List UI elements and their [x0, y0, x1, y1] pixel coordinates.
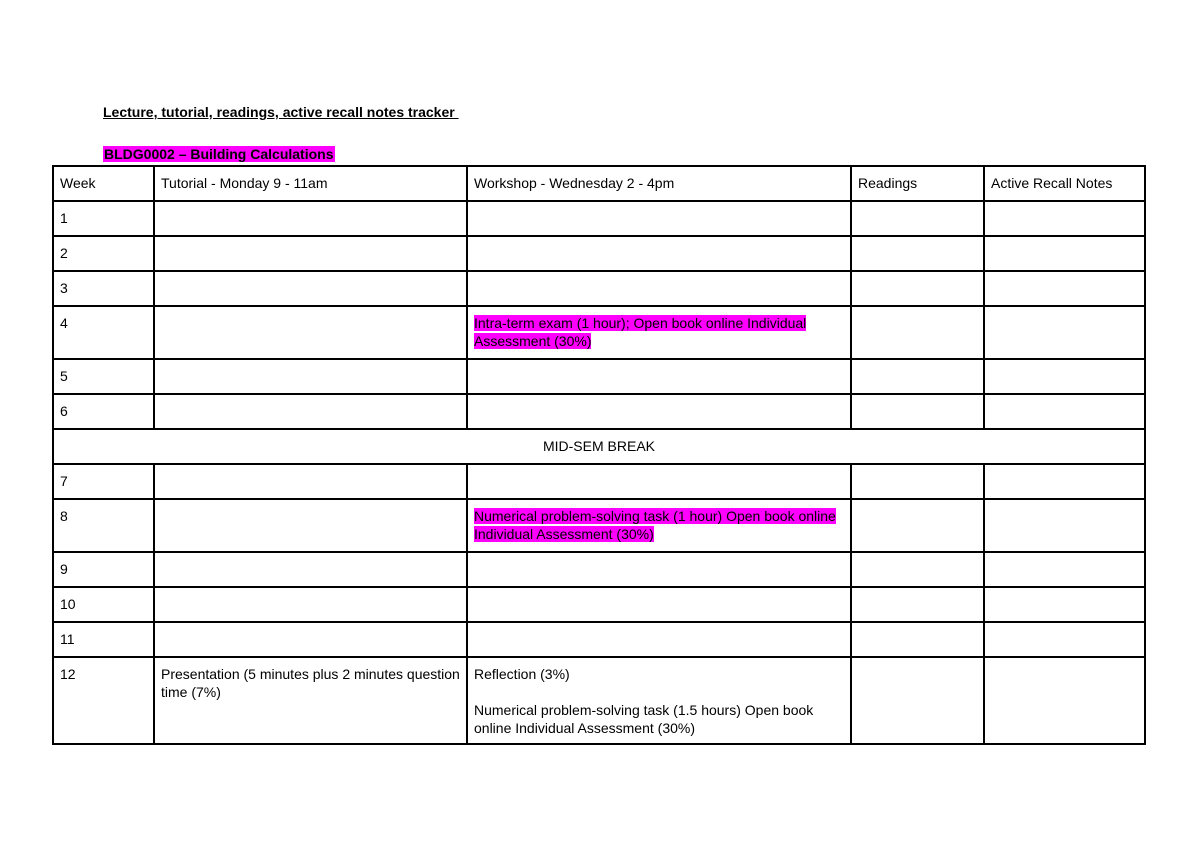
notes-cell [984, 622, 1145, 657]
notes-cell [984, 394, 1145, 429]
notes-cell [984, 464, 1145, 499]
header-active-recall-notes: Active Recall Notes [984, 166, 1145, 201]
week-number: 9 [53, 552, 154, 587]
workshop-cell [467, 306, 851, 359]
readings-cell [851, 552, 984, 587]
assessment-highlight: Intra-term exam (1 hour); Open book online Individual Assessment (30%) [474, 315, 807, 349]
assessment-highlight: Numerical problem-solving task (1 hour) Open book online Individual Assessment (30%) [474, 508, 836, 542]
workshop-cell [467, 464, 851, 499]
notes-cell [984, 657, 1145, 744]
tutorial-cell [154, 306, 467, 359]
table-row [53, 587, 1145, 622]
workshop-cell [467, 201, 851, 236]
table-row [53, 306, 1145, 359]
week-number: 10 [53, 587, 154, 622]
readings-cell [851, 657, 984, 744]
header-week: Week [53, 166, 154, 201]
tutorial-cell [154, 236, 467, 271]
table-row [53, 201, 1145, 236]
notes-cell [984, 499, 1145, 552]
week-number: 11 [53, 622, 154, 657]
tracker-table [52, 165, 1146, 745]
week-number: 1 [53, 201, 154, 236]
tutorial-cell: Presentation (5 minutes plus 2 minutes question time (7%) [154, 657, 467, 744]
workshop-cell [467, 359, 851, 394]
notes-cell [984, 201, 1145, 236]
notes-cell [984, 271, 1145, 306]
week-number: 5 [53, 359, 154, 394]
table-row [53, 359, 1145, 394]
readings-cell [851, 306, 984, 359]
tutorial-cell [154, 201, 467, 236]
tutorial-cell [154, 552, 467, 587]
table-row [53, 271, 1145, 306]
header-tutorial: Tutorial - Monday 9 - 11am [154, 166, 467, 201]
readings-cell [851, 464, 984, 499]
workshop-cell [467, 236, 851, 271]
numerical-task-text: Numerical problem-solving task (1.5 hours) Open book online Individual Assessment (30%) [474, 702, 814, 736]
workshop-cell [467, 657, 851, 744]
readings-cell [851, 201, 984, 236]
tutorial-cell [154, 359, 467, 394]
readings-cell [851, 499, 984, 552]
readings-cell [851, 622, 984, 657]
workshop-cell [467, 587, 851, 622]
break-row [53, 429, 1145, 464]
notes-cell [984, 306, 1145, 359]
week-number: 3 [53, 271, 154, 306]
table-row [53, 236, 1145, 271]
workshop-cell [467, 499, 851, 552]
tutorial-cell [154, 587, 467, 622]
header-readings: Readings [851, 166, 984, 201]
header-workshop: Workshop - Wednesday 2 - 4pm [467, 166, 851, 201]
week-number: 12 [53, 657, 154, 744]
table-row [53, 499, 1145, 552]
tutorial-cell [154, 464, 467, 499]
week-number: 2 [53, 236, 154, 271]
readings-cell [851, 359, 984, 394]
document-title: Lecture, tutorial, readings, active recall notes tracker [103, 104, 459, 120]
readings-cell [851, 271, 984, 306]
workshop-cell [467, 622, 851, 657]
week-number: 6 [53, 394, 154, 429]
table-row [53, 464, 1145, 499]
table-row [53, 657, 1145, 744]
reflection-text: Reflection (3%) [474, 666, 570, 682]
header-row [53, 166, 1145, 201]
tutorial-cell [154, 622, 467, 657]
table-row [53, 394, 1145, 429]
notes-cell [984, 359, 1145, 394]
notes-cell [984, 552, 1145, 587]
week-number: 8 [53, 499, 154, 552]
readings-cell [851, 587, 984, 622]
tutorial-cell [154, 499, 467, 552]
readings-cell [851, 394, 984, 429]
tutorial-cell [154, 394, 467, 429]
notes-cell [984, 587, 1145, 622]
table-row [53, 622, 1145, 657]
paragraph-gap [474, 683, 844, 701]
tutorial-cell [154, 271, 467, 306]
mid-sem-break: MID-SEM BREAK [53, 429, 1145, 464]
week-number: 4 [53, 306, 154, 359]
table-row [53, 552, 1145, 587]
workshop-cell [467, 394, 851, 429]
week-number: 7 [53, 464, 154, 499]
workshop-cell [467, 552, 851, 587]
course-title: BLDG0002 – Building Calculations [104, 146, 334, 162]
workshop-cell [467, 271, 851, 306]
readings-cell [851, 236, 984, 271]
notes-cell [984, 236, 1145, 271]
